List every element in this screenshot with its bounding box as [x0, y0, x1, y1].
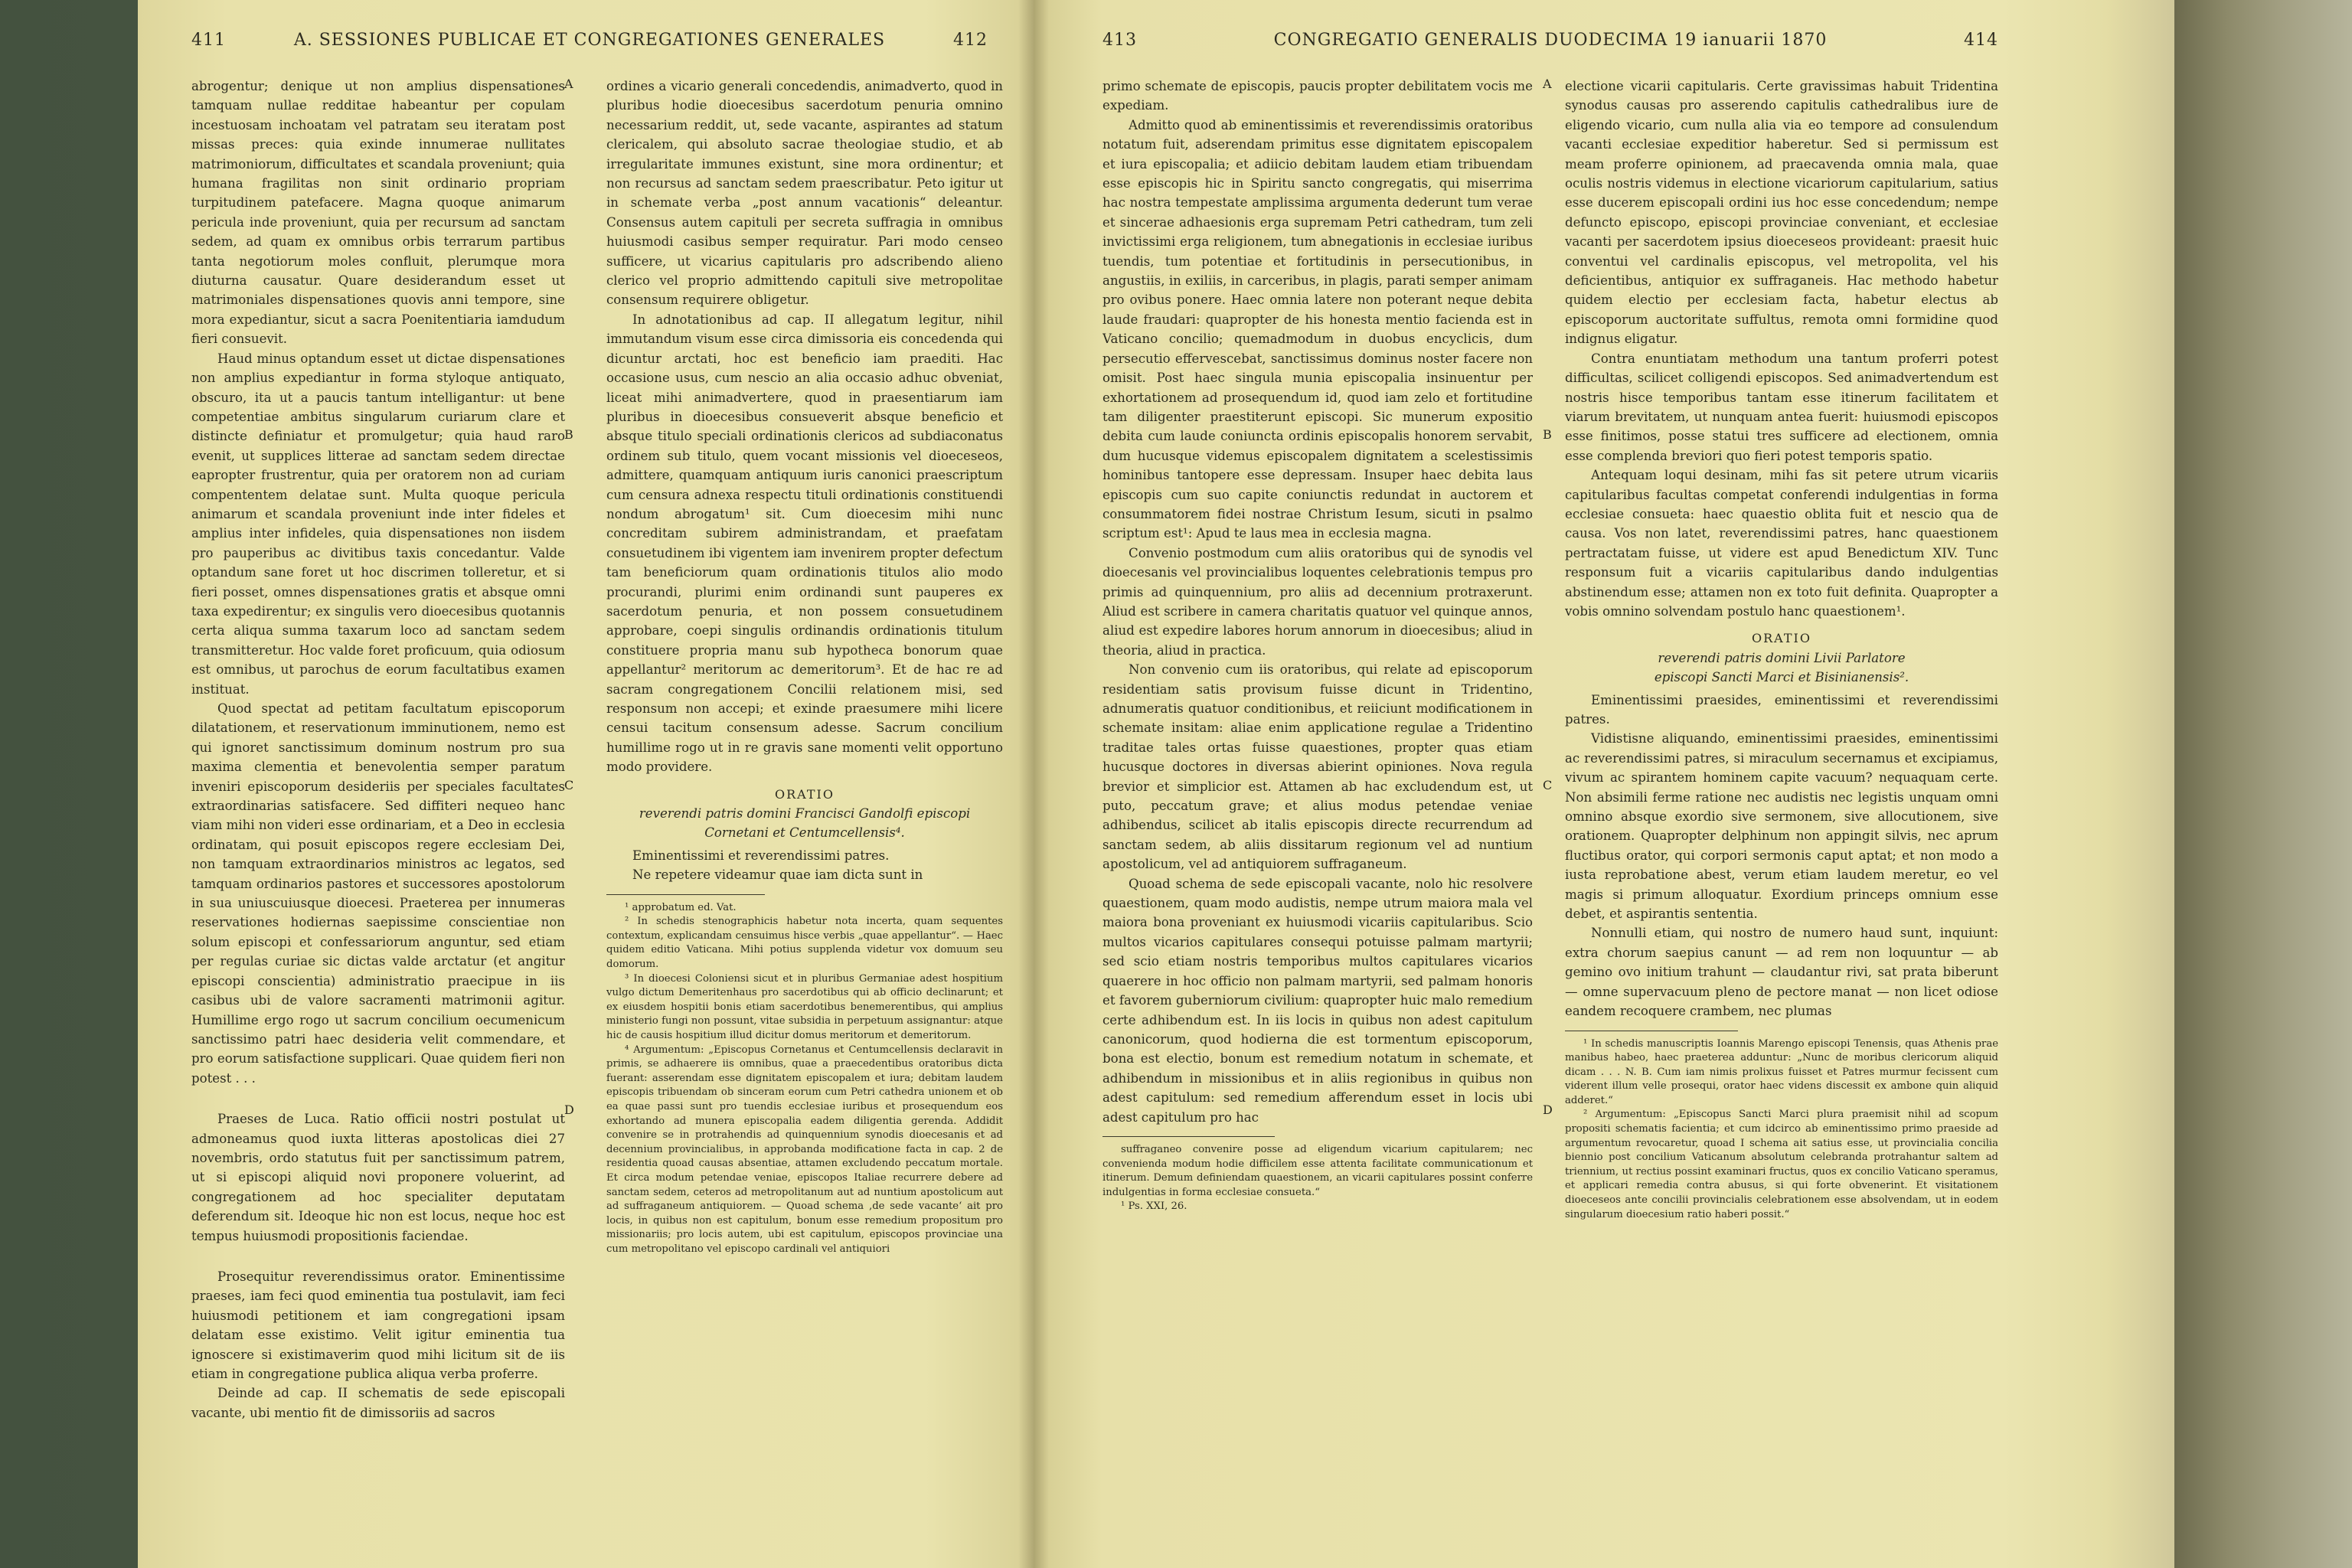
- footnote: ² Argumentum: „Episcopus Sancti Marci plura praemisit nihil ad scopum propositi schematis facientia; et cum idcirco ab eminentissimo primo praeside ad argumentum revocaretur, quoad I schema ait satius esse, ut provincialia concilia biennio post concilium Vaticanum absolutum celebranda protrahantur saltem ad triennium, ut rectius possint examinari fructus, quos ex concilio Vaticano speramus, et applicari remedia contra abusus, si qui forte obvenerint. Et visitationem dioeceseos ante concilii provincialis celebrationem esse absolvendam, ut in eodem singularum dioecesium ratio haberi possit.“: [1565, 1109, 1998, 1220]
- paragraph: ordines a vicario generali concedendis, animadverto, quod in pluribus hodie dioecesibus sacerdotum penuria omnino necessarium reddit, ut, sede vacante, aspirantes ad statum clericalem, qui absoluto sacrae theologiae studio, et ab irregularitate immunes existunt, sine mora ordinentur; et non recursus ad sanctam sedem praescribatur. Peto igitur ut in schemate verba „post annum vacationis“ deleantur. Consensus autem capituli per secreta suffragia in omnibus huiusmodi casibus semper requiratur. Pari modo censeo sufficere, ut vicarius capitularis pro adscribendo alieno clerico vel proprio admittendo capituli sive metropolitae consensum requirere obligetur.: [606, 79, 1003, 308]
- paragraph: Convenio postmodum cum aliis oratoribus qui de synodis vel dioecesanis vel provincialibus loquentes celebrationis tempus pro primis ad quinquennium, pro aliis ad decennium protraxerunt. Aliud est scribere in camera charitatis quatuor vel quinque annos, aliud est expedire labores horum annorum in dioecesibus; aliud in theoria, aliud in practica.: [1102, 545, 1533, 658]
- book-edge: [2174, 0, 2352, 1568]
- margin-letter-b: B: [564, 427, 573, 442]
- salutation: Eminentissimi et reverendissimi patres.: [632, 848, 890, 863]
- oratio-title-line: episcopi Sancti Marci et Bisinianensis².: [1654, 670, 1909, 685]
- footnotes: [1565, 1037, 1998, 1223]
- margin-letter-b: B: [1543, 427, 1552, 442]
- left-header-title: A. SESSIONES PUBLICAE ET CONGREGATIONES GENERALES: [293, 31, 886, 50]
- footnote: ⁴ Argumentum: „Episcopus Cornetanus et Centumcellensis declaravit in primis, se adhaerere iis omnibus, quae a praecedentibus oratoribus dicta fuerant: asserendam esse dignitatem episcopalem et iura; debitam laudem episcopis tribuendam ob sinceram eorum cum Petri cathedra unionem et ob ea quae passi sunt pro tuendis ecclesiae iuribus et prosequendum eos exhortando ad munera episcopalia eadem diligentia gerenda. Addidit convenire se in protrahendis ad quinquennium synodis dioecesanis et ad decennium provincialibus, in approbanda modificatione facta in cap. 2 de residentia quoad causas absentiae, attamen excludendo peccatum mortale. Et circa modum petendae veniae, episcopos Italiae recurrere debere ad sanctam sedem, ceteros ad metropolitanum aut ad nuntium apostolicum aut ad suffraganeum antiquiorem. — Quoad schema ‚de sede vacante‘ ait pro locis, in quibus non est capitulum, bonum esse remedium propositum pro missionariis; pro locis autem, ubi est capitulum, episcopos provinciae una cum metropolitano vel episcopo cardinali vel antiquiori: [606, 1044, 1003, 1255]
- paragraph: Vidistisne aliquando, eminentissimi praesides, eminentissimi ac reverendissimi patres, si miraculum secernamus et excipiamus, vivum ac spirantem hominem capite vacuum? nequaquam certe. Non absimili ferme ratione nec audistis nec legistis unquam omni omnino absque exordio sive sermonem, sive allocutionem, sive orationem. Quapropter delphinum non appingit silvis, nec aprum fluctibus orator, qui corpori sermonis caput aptat; et non modo a iusta reprobatione abest, verum etiam laudem meretur, eo vel magis si primum alloquatur. Exordium princeps omnium esse debet, et aspirantis sententia.: [1565, 731, 1998, 922]
- paragraph: Deinde ad cap. II schematis de sede episcopali vacante, ubi mentio fit de dimissoriis ad sacros: [191, 1386, 565, 1420]
- footnotes: [606, 901, 1003, 1257]
- footnote-rule: [606, 894, 765, 895]
- footnote: ² In schedis stenographicis habetur nota incerta, quam sequentes contextum, explicandam censuimus hisce verbis „quae appellantur“. — Haec quidem editio Vaticana. Mihi potius supplenda videtur vox domuum seu domorum.: [606, 916, 1003, 971]
- paragraph: Admitto quod ab eminentissimis et reverendissimis oratoribus notatum fuit, adserendam primitus esse dignitatem episcopalem et iura episcopalia; et adiicio debitam laudem etiam tribuendam esse episcopis hic in Spiritu sancto congregatis, qui miserrima hac nostra tempestate amplissima argumenta dederunt tum verae et sincerae adhaesionis erga supremam Petri cathedram, tum zeli invictissimi erga religionem, tum abnegationis in ecclesiae iuribus tuendis, tum potentiae et fortitudinis in persecutionibus, in angustiis, in exiliis, in carceribus, in plagis, parati semper animam pro ovibus ponere. Haec omnia latere non poterant neque debita laude fraudari: quapropter de his honesta mentio facienda est in Vaticano concilio; quemadmodum in duobus encyclicis, dum persecutio effervescebat, sanctissimus dominus noster facere non omisit. Post haec singula munia episcopalia insinuentur per exhortationem ad prosequendum id, quod iam zelo et fortitudine tam diligenter praestiterunt episcopi. Sic munerum expositio debita cum laude coniuncta ordinis episcopalis honorem servabit, dum hucusque videmus episcopalem dignitatem a scelestissimis hominibus tantopere esse depressam. Insuper haec debita laus episcopis cum suo capite coniunctis redundat in auctorem et consummatorem fidei nostrae Christum Iesum, sicuti in psalmo scriptum est¹: Apud te laus mea in ecclesia magna.: [1102, 117, 1533, 541]
- paragraph: Haud minus optandum esset ut dictae dispensationes non amplius expediantur in forma styloque antiquato, obscuro, ita ut a paucis tantum intelligantur: ut bene competentiae ambitus singularum curiarum clare et distincte definiatur et promulgetur; quia haud raro evenit, ut supplices litterae ad sanctam sedem directae eapropter frustrentur, quia per oratorem non ad curiam compententem delatae sunt. Multa quoque pericula animarum et scandala proveniunt inde inter fideles et amplius inter infideles, quia dispensationes non iisdem pro pauperibus ac divitibus taxis concedantur. Valde optandum sane foret ut hoc discrimen tolleretur, et si fieri posset, omnes dispensationes gratis et absque omni taxa expedirentur; ex singulis vero dioecesibus quotannis certa aliqua summa taxarum loco ad sanctam sedem transmitteretur. Hoc valde foret proficuum, quia odiosum est omnibus, ut parochus de eorum facultatibus examen instituat.: [191, 351, 565, 697]
- oratio-title-line: reverendi patris domini Livii Parlatore: [1658, 650, 1906, 665]
- salutation: Eminentissimi praesides, eminentissimi et reverendissimi patres.: [1565, 692, 1998, 727]
- right-column-1: [1102, 77, 1533, 1537]
- book-gutter: [1018, 0, 1049, 1568]
- paragraph: In adnotationibus ad cap. II allegatum legitur, nihil immutandum visum esse circa dimissoria eis concedenda qui dicuntur arctati, hoc est beneficio iam praediti. Hac occasione usus, cum nescio an alia occasio adhuc obveniat, liceat mihi animadvertere, quod in praesentiarum iam pluribus in dioecesibus consueverit absque beneficio et absque titulo speciali ordinationis clericos ad subdiaconatus ordinem sub titulo, quem vocant missionis vel dioeceseos, admittere, quamquam antiquum iuris canonici praescriptum cum censura adnexa respectu tituli ordinationis constituendi nondum abrogatum¹ sit. Cum dioecesim mihi nunc concreditam subirem administrandam, et praefatam consuetudinem ibi vigentem iam invenirem propter defectum tam beneficiorum quam ordinationis titulos alio modo procurandi, plurimi enim ordinandi sunt pauperes ex sacerdotum penuria, et non possem consuetudinem approbare, coepi singulis ordinandis ordinationis titulum constituere propria manu sub hypotheca bonorum quae appellantur² meritorum ac demeritorum³. Et de hac re ad sacram congregationem Concilii relationem misi, sed responsum non accepi; et exinde praesumere mihi licere censui tacitum consensum adesse. Sacrum concilium humillime rogo ut in re gravis sane momenti velit opportuno modo providere.: [606, 312, 1003, 775]
- margin-letter-a: A: [564, 77, 573, 91]
- paragraph: Non convenio cum iis oratoribus, qui relate ad episcoporum residentiam satis provisum fuisse dicunt in Tridentino, adnumeratis quatuor conditionibus, et reiiciunt modificationem in schemate insitam: aliae enim applicatione regulae a Tridentino traditae tales ortas fuisse quaestiones, propter quas etiam hucusque doctores in diversas abierint opiniones. Nova regula brevior et simplicior est. Attamen ab hac excludendum est, ut puto, peccatum grave; et alius modus petendae veniae adhibendus, scilicet ab italis episcopis directe recurrendum ad sanctam sedem, ab aliis dissitarum regionum vel ad nuntium apostolicum, vel ad antiquiorem suffraganeum.: [1102, 662, 1533, 872]
- oratio-heading-block: [1565, 629, 1998, 687]
- oratio-heading: ORATIO: [1752, 631, 1811, 646]
- paragraph: Quod spectat ad petitam facultatum episcoporum dilatationem, et reservationum imminutionem, nemo est qui ignoret sanctissimum dominum nostrum pro sua maxima clementia et benevolentia semper paratum inveniri episcoporum desideriis per speciales facultates extraordinarias satisfacere. Sed diffiteri nequeo hanc viam mihi non videri esse ordinariam, et a Deo in ecclesia ordinatam, qui posuit episcopos regere ecclesiam Dei, non tamquam extraordinarios ministros ac legatos, sed tamquam ordinarios pastores et successores apostolorum in sua uniuscuiusque dioecesi. Praeterea per innumeras reservationes hodiernas saepissime conscientiae non solum episcopi et confessariorum anguntur, sed etiam per regulas curiae sic dictas valde arctatur (et angitur episcopi conscientia) administratio praecipue in iis casibus ubi de valore sacramenti matrimonii agitur. Humillime ergo rogo ut sacrum concilium oecumenicum sanctissimo patri haec desideria velit commendare, et pro eorum satisfactione supplicari. Quae quidem fieri non potest . . .: [191, 701, 565, 1086]
- footnote: ¹ In schedis manuscriptis Ioannis Marengo episcopi Tenensis, quas Athenis prae manibus habeo, haec praeterea adduntur: „Nunc de moribus clericorum aliquid dicam . . . N. B. Cum iam nimis prolixus fuisset et Patres murmur fecissent cum viderent illum velle prosequi, orator haec videns discessit ex ambone quin aliquid adderet.“: [1565, 1037, 1998, 1106]
- left-page: [138, 0, 1034, 1568]
- footnote: ¹ Ps. XXI, 26.: [1121, 1200, 1187, 1213]
- paragraph: Quoad schema de sede episcopali vacante, nolo hic resolvere quaestionem, quam modo audistis, nempe utrum maiora mala vel maiora bona proveniant ex huiusmodi vicariis capitularibus. Scio multos vicarios capitulares consequi potuisse palmam martyrii; sed scio etiam nostris temporibus multos capitulares vicarios quaerere in hoc officio non palmam martyrii, sed palmam honoris et favorem guberniorum civilium: quapropter huic malo remedium certe adhibendum est. In iis locis in quibus non adest capitulum canonicorum, quod hodierna die est tormentum episcoporum, bona est electio, bonum est remedium notatum in schemate, et adhibendum in missionibus et in aliis regionibus in quibus non adest capitulum: sed remedium afferendum esset in locis ubi adest capitulum pro hac: [1102, 876, 1533, 1125]
- oratio-heading-block: [606, 785, 1003, 843]
- paragraph: Ne repetere videamur quae iam dicta sunt in: [632, 867, 923, 883]
- page-number-411: 411: [191, 31, 226, 50]
- margin-letter-a: A: [1543, 77, 1552, 91]
- left-column-2: [606, 77, 1003, 1537]
- oratio-heading: ORATIO: [775, 786, 835, 802]
- oratio-title-line: reverendi patris domini Francisci Gandolfi episcopi: [639, 806, 971, 822]
- footnote: suffraganeo convenire posse ad eligendum vicarium capitularem; nec convenienda modum hodie difficilem esse attenta facilitate communicationum et itinerum. Demum definiendam quaestionem, an vicarii capitulares possint conferre indulgentias in forma ecclesiae consueta.“: [1102, 1143, 1533, 1198]
- right-running-head: [1102, 31, 1998, 61]
- paragraph: Contra enuntiatam methodum una tantum proferri potest difficultas, scilicet colligendi episcopos. Sed animadvertendum est nostris hisce temporibus tantam esse itinerum facilitatem et viarum brevitatem, ut nunquam antea fuerit: huiusmodi episcopos esse finitimos, posse statui tres sufficere ad electionem, omnia esse complenda breviori quo fieri potest temporis spatio.: [1565, 351, 1998, 463]
- page-number-412: 412: [953, 31, 988, 50]
- left-column-1: [191, 77, 565, 1537]
- page-number-414: 414: [1964, 31, 1998, 50]
- paragraph: abrogentur; denique ut non amplius dispensationes tamquam nullae redditae habeantur per copulam incestuosam inchoatam vel patratam seu iteratam post missas preces: quia exinde innumerae nullitates matrimoniorum, difficultates et scandala proveniunt; quia humana fragilitas non sinit ordinario propriam turpitudinem patefacere. Magna quoque animarum pericula inde proveniunt, quia per recursum ad sanctam sedem, ad quam ex omnibus orbis terrarum partibus tanta negotiorum moles confluit, plerumque mora diuturna causatur. Quare desiderandum esset ut matrimoniales dispensationes quovis anni tempore, sine mora expediantur, sicut a sacra Poenitentiaria iamdudum fieri consuevit.: [191, 79, 565, 347]
- footnotes: [1102, 1143, 1533, 1214]
- left-running-head: [191, 31, 988, 61]
- right-page: [1034, 0, 2174, 1568]
- footnote: ¹ approbatum ed. Vat.: [625, 901, 737, 913]
- paragraph-prosequitur: Prosequitur reverendissimus orator. Eminentissime praeses, iam feci quod eminentia tua postulavit, iam feci huiusmodi petitionem et iam congregationi ipsam delatam esse existimo. Velit igitur eminentia tua ignoscere si existimaverim quod mihi licitum sit de iis etiam in congregatione publica aliqua verba proferre.: [191, 1269, 565, 1381]
- right-column-2: [1565, 77, 1998, 1537]
- margin-letter-c: C: [1543, 778, 1553, 792]
- oratio-title-line: Cornetani et Centumcellensis⁴.: [704, 825, 905, 841]
- footnote: ³ In dioecesi Coloniensi sicut et in pluribus Germaniae adest hospitium vulgo dictum Demeritenhaus pro sacerdotibus qui ab officio declinarunt; et ex eiusdem hospitii bonis etiam sacerdotibus benemerentibus, qui amplius ministerio fungi non possunt, vitae subsidia in perpetuum assignantur: atque hic de causis hospitium illud dicitur domus meritorum et demeritorum.: [606, 972, 1003, 1041]
- footnote-rule: [1102, 1136, 1275, 1137]
- paragraph: electione vicarii capitularis. Certe gravissimas habuit Tridentina synodus causas pro asserendo capitulis cathedralibus iure de eligendo vicario, cum nulla alia via eo tempore ad consulendum vacanti ecclesiae expeditior haberetur. Sed si permissum est meam proferre opinionem, ad praecavenda omnia mala, quae oculis nostris videmus in electione vicariorum capitularium, satius esse ducerem episcopali ordini ius hoc esse concedendum; nempe defuncto episcopo, episcopi provinciae conveniant, et ecclesiae vacanti per sacerdotem ipsius dioeceseos provideant: praesit huic conventui vel cardinalis episcopus, vel metropolita, vel his deficientibus, antiquior ex suffraganeis. Hac methodo habetur quidem electio per ecclesiam facta, habetur electus ab episcoporum auctoritate suffultus, remota omni formidine quod indignus eligatur.: [1565, 79, 1998, 347]
- margin-letter-c: C: [564, 778, 574, 792]
- margin-letter-d: D: [564, 1102, 574, 1117]
- right-header-title: CONGREGATIO GENERALIS DUODECIMA 19 ianuarii 1870: [1273, 31, 1828, 50]
- paragraph: Nonnulli etiam, qui nostro de numero haud sunt, inquiunt: extra chorum saepius canunt — ad rem non loquuntur — ab gemino ovo initium trahunt — claudantur rivi, sat prata biberunt — omne supervacuum pleno de pectore manat — non licet odiose eandem recoquere crambem, nec plumas: [1565, 926, 1998, 1019]
- paragraph-praeses: Praeses de Luca. Ratio officii nostri postulat ut admoneamus quod iuxta litteras apostolicas diei 27 novembris, ordo statutus fuit per sanctissimum patrem, ut si episcopi aliquid novi proponere voluerint, ad congregationem ad hoc specialiter deputatam deferendum sit. Ideoque hic non est locus, neque hoc est tempus huiusmodi propositionis faciendae.: [191, 1112, 565, 1243]
- paragraph: Antequam loqui desinam, mihi fas sit petere utrum vicariis capitularibus facultas competat conferendi indulgentias in forma ecclesiae consueta: haec quaestio oblita fuit et nescio qua de causa. Vos non latet, reverendissimi patres, hanc quaestionem pertractatam fuisse, ut videre est apud Benedictum XIV. Tunc responsum fuit a vicariis capitularibus dando indulgentias abstinendum esse; attamen non ex toto fuit definita. Quapropter a vobis omnino solvendam postulo hanc quaestionem¹.: [1565, 468, 1998, 619]
- margin-letter-d: D: [1543, 1102, 1553, 1117]
- paragraph: primo schemate de episcopis, paucis propter debilitatem vocis me expediam.: [1102, 79, 1533, 113]
- page-number-413: 413: [1102, 31, 1137, 50]
